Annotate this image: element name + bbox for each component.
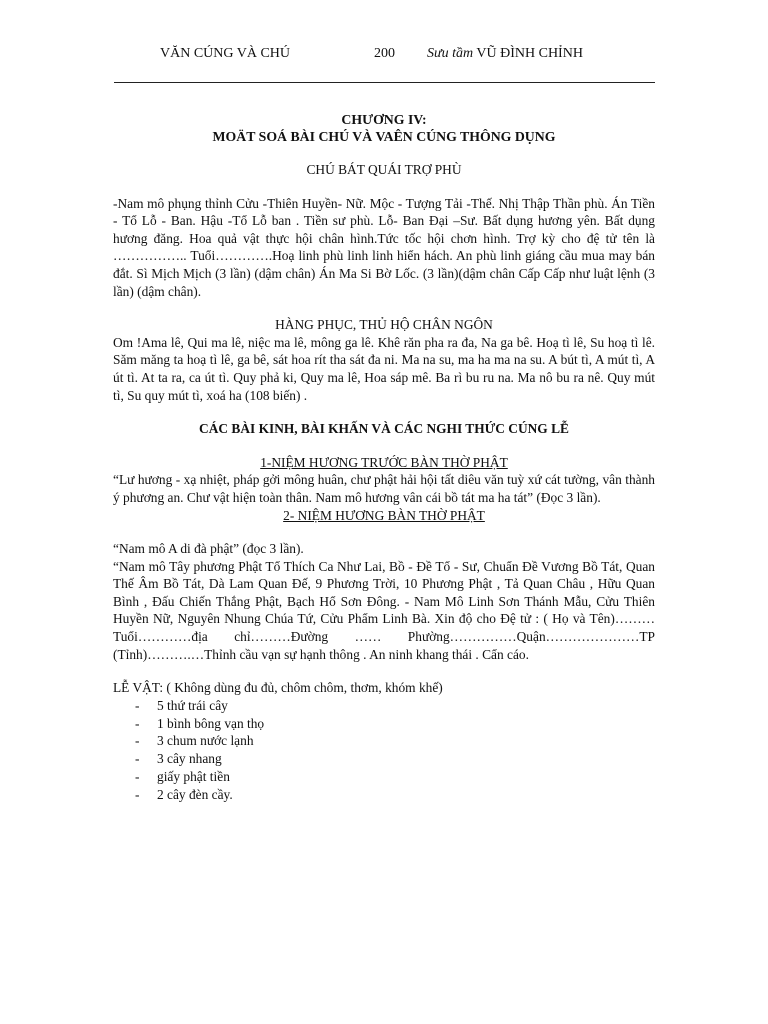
bullet-dash: - (135, 715, 140, 731)
list-item (135, 697, 655, 715)
list-item-text: 3 cây nhang (157, 751, 222, 767)
prayer-heading-2: 2- NIỆM HƯƠNG BÀN THỜ PHẬT (283, 507, 485, 523)
bullet-dash: - (135, 769, 140, 785)
list-item (135, 768, 655, 786)
running-header (0, 46, 768, 66)
page-content (113, 111, 655, 804)
bullet-dash: - (135, 786, 140, 802)
list-item-text: 5 thứ trái cây (157, 697, 228, 713)
list-item (135, 786, 655, 804)
chapter-title: MOÄT SOÁ BÀI CHÚ VÀ VAÊN CÚNG THÔNG DỤNG (212, 129, 556, 144)
header-author (427, 46, 583, 62)
prayer-body-2: “Nam mô Tây phương Phật Tổ Thích Ca Như Lai, Bồ - Đề Tổ - Sư, Chuẩn Đề Vương Bồ Tát, Quan Thế Âm Bồ Tát, Dà Lam Quan Đế, 9 Phương Trời, 10 Phương Phật , Tả Quan Châu , Hữu Quan Bình , Đấu Chiến Thắng Phật, Bạch Hổ Sơn Đông. - Nam Mô Linh Sơn Thánh Mẫu, Cửu Thiên Huyền Nữ, Nguyên Nhung Chúa Tứ, Cửu Phẩm Linh Bà. Xin độ cho Đệ tử : ( Họ và Tên)………Tuổi…………địa chỉ………Đường …… Phường……………Quận…………………TP (Tỉnh)……….…Thỉnh cầu vạn sự hạnh thông . An ninh khang thái . Cẩn cáo. (113, 558, 655, 662)
header-author-prefix: Sưu tầm (427, 46, 474, 61)
section-heading-bat-quai: CHÚ BÁT QUÁI TRỢ PHÙ (306, 162, 462, 177)
bullet-dash: - (135, 751, 140, 767)
header-author-name: VŨ ĐÌNH CHỈNH (476, 46, 583, 61)
offerings-heading: LỄ VẬT: ( Không dùng đu đủ, chôm chôm, thơm, khóm khế) (113, 680, 443, 696)
list-item-text: 1 bình bông vạn thọ (157, 715, 265, 731)
section-heading-nghi-thuc: CÁC BÀI KINH, BÀI KHẤN VÀ CÁC NGHI THỨC CÚNG LỄ (199, 421, 569, 437)
list-item-text: 3 chum nước lạnh (157, 733, 254, 749)
list-item-text: 2 cây đèn cầy. (157, 786, 233, 802)
list-item (135, 715, 655, 733)
list-item (135, 750, 655, 768)
section-body-hang-phuc: Om !Ama lê, Qui ma lê, niệc ma lê, mông ga lê. Khê răn pha ra đa, Na ga bê. Hoạ tì lê, Su hoạ tì lê. Săm măng ta hoạ tì lê, ga bê, sát hoa rít tha sát đa ni. Ma na su, ma ha ma na su. A bút tì, A mút tì, A út tì. At ta ra, ca út tì. Quy phả ki, Quy ma lê, Hoa sáp mê. Ba rì bu ru na. Ma nô bu ra nê. Quy mút tì, Su quy mút tì, xoá ha (108 biến) . (113, 334, 655, 403)
offerings-list (113, 697, 655, 804)
prayer-body-1: “Lư hương - xạ nhiệt, pháp gởi mông huân, chư phật hải hội tất diêu văn tuỳ xứ cát tường, vân thành ý phương an. Chư vật hiện toàn thân. Nam mô hương vân cái bồ tát ma ha tát” (Đọc 3 lần). (113, 472, 655, 505)
list-item-text: giấy phật tiền (157, 769, 230, 785)
header-rule (114, 82, 655, 83)
bullet-dash: - (135, 697, 140, 713)
section-heading-hang-phuc: HÀNG PHỤC, THỦ HỘ CHÂN NGÔN (275, 317, 493, 333)
prayer-heading-1: 1-NIỆM HƯƠNG TRƯỚC BÀN THỜ PHẬT (260, 454, 508, 470)
bullet-dash: - (135, 733, 140, 749)
list-item (135, 732, 655, 750)
section-body-bat-quai: -Nam mô phụng thỉnh Cửu -Thiên Huyền- Nữ. Mộc - Tượng Tải -Thế. Nhị Thập Thần phù. Án Tiền - Tổ Lỗ - Ban. Hậu -Tổ Lỗ ban . Tiền sư phù. Lỗ- Ban Đại –Sư. Bất dụng hương yên. Bất dụng hương đăng. Hoa quả vật thực hội chân hình.Tức tốc hội chơn hình. Trợ kỳ cho đệ tử tên là …………….. Tuổi………….Hoạ linh phù linh linh hiển hách. An phù linh giáng cầu mua may bán đắt. Sì Mịch Mịch (3 lần) (dậm chân) Án Ma Si Bờ Lốc. (3 lần)(dậm chân Cấp Cấp như luật lệnh (3 lần) (dậm chân). (113, 195, 655, 299)
header-page-number: 200 (374, 46, 395, 61)
header-book-title: VĂN CÚNG VÀ CHÚ (160, 46, 291, 61)
chapter-number: CHƯƠNG IV: (341, 112, 427, 127)
prayer-line-2a: “Nam mô A di đà phật” (đọc 3 lần). (113, 541, 304, 557)
